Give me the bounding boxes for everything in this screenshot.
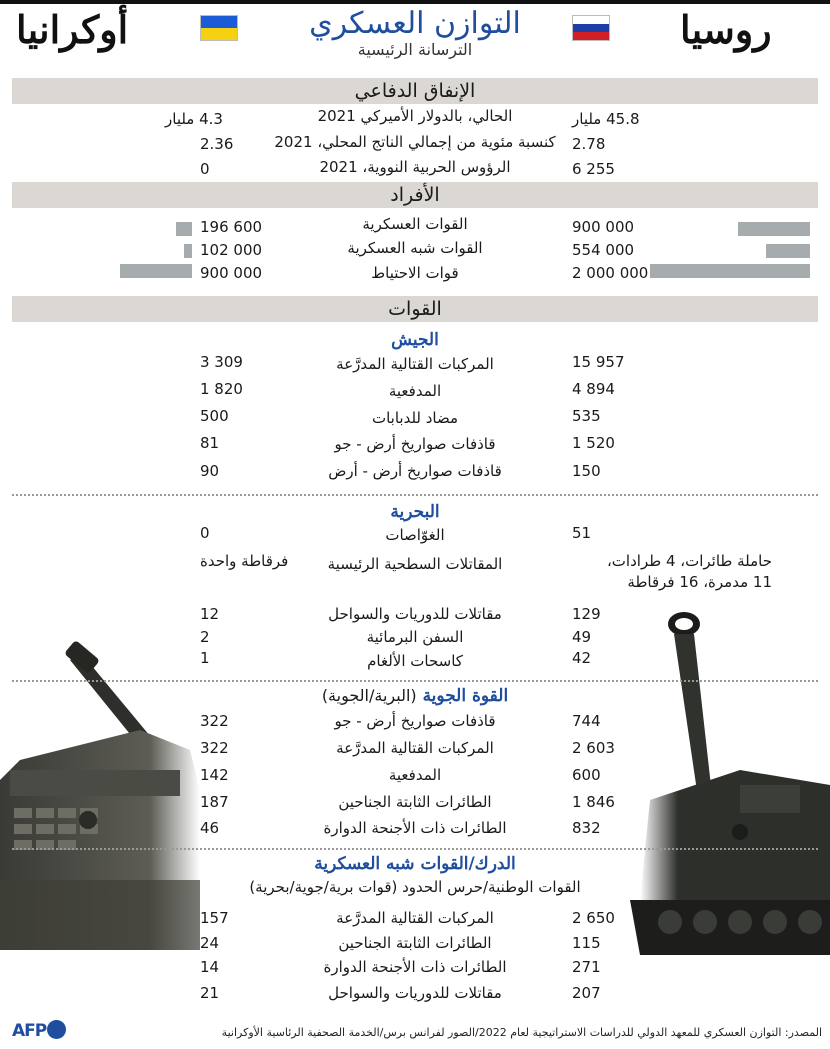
forces-heading: القوات (12, 296, 818, 322)
personnel-bar-russia-2 (650, 264, 810, 278)
para-row-2-ukraine: 14 (200, 958, 220, 976)
personnel-reserve-ukraine: 900 000 (200, 264, 263, 282)
russia-title: روسيا (680, 7, 772, 52)
afp-logo (12, 1020, 66, 1041)
army-row-2-ukraine: 500 (200, 407, 229, 425)
para-row-0-ukraine: 157 (200, 909, 229, 927)
personnel-bar-russia-0 (738, 222, 810, 236)
army-row-1-label: المدفعية (388, 382, 442, 400)
divider (12, 680, 818, 682)
personnel-reserve-russia: 2 000 000 (572, 264, 649, 282)
ukraine-title: أوكرانيا (16, 7, 129, 52)
spending-current-label: الحالي، بالدولار الأميركي 2021 (317, 107, 513, 125)
personnel-bar-ukraine-2 (120, 264, 192, 278)
air-row-2-ukraine: 142 (200, 766, 229, 784)
army-row-0-label: المركبات القتالية المدرَّعة (336, 355, 494, 373)
army-row-3-ukraine: 81 (200, 434, 220, 452)
afp-logo-text: AFP (12, 1021, 47, 1041)
navy-row-4-label: كاسحات الألغام (367, 652, 463, 670)
army-row-4-label: قاذفات صواريخ أرض - أرض (328, 462, 502, 480)
navy-row-3-label: السفن البرمائية (366, 628, 464, 646)
navy-row-1-label: المقاتلات السطحية الرئيسية (327, 555, 503, 573)
navy-row-0-ukraine: 0 (200, 524, 210, 542)
spending-gdp-russia: 2.78 (572, 135, 606, 153)
air-row-0-label: قاذفات صواريخ أرض - جو (334, 712, 496, 730)
spending-gdp-label: كنسبة مئوية من إجمالي الناتج المحلي، 2021 (274, 133, 556, 151)
army-row-0-russia: 15 957 (572, 353, 625, 371)
personnel-bar-ukraine-1 (184, 244, 192, 258)
army-row-2-label: مضاد للدبابات (371, 409, 459, 427)
navy-row-3-ukraine: 2 (200, 628, 210, 646)
navy-title: البحرية (390, 502, 440, 522)
air-title (265, 686, 565, 706)
divider (12, 494, 818, 496)
air-row-0-ukraine: 322 (200, 712, 229, 730)
para-row-1-russia: 115 (572, 934, 601, 952)
navy-row-3-russia: 49 (572, 628, 592, 646)
page-title: التوازن العسكري (309, 6, 521, 41)
air-title-main: القوة الجوية (422, 686, 509, 706)
top-rule (0, 0, 830, 4)
personnel-bar-ukraine-0 (176, 222, 192, 236)
ukraine-flag-icon (200, 15, 238, 41)
air-row-4-ukraine: 46 (200, 819, 220, 837)
personnel-paramilitary-label: القوات شبه العسكرية (347, 239, 483, 257)
spending-current-ukraine: 4.3 مليار (165, 110, 223, 128)
para-row-3-ukraine: 21 (200, 984, 220, 1002)
army-row-0-ukraine: 3 309 (200, 353, 243, 371)
army-row-3-russia: 1 520 (572, 434, 615, 452)
paramilitary-title: الدرك/القوات شبه العسكرية (314, 854, 516, 874)
air-row-1-russia: 2 603 (572, 739, 615, 757)
nuclear-ukraine: 0 (200, 160, 210, 178)
personnel-bar-russia-1 (766, 244, 810, 258)
army-row-4-russia: 150 (572, 462, 601, 480)
russia-tank-photo (620, 600, 830, 955)
personnel-military-ukraine: 196 600 (200, 218, 263, 236)
air-title-note: (البرية/الجوية) (321, 686, 417, 705)
ukraine-tank-photo (0, 640, 200, 950)
air-row-4-russia: 832 (572, 819, 601, 837)
air-row-2-russia: 600 (572, 766, 601, 784)
navy-row-2-russia: 129 (572, 605, 601, 623)
air-row-3-russia: 1 846 (572, 793, 615, 811)
para-row-1-label: الطائرات الثابتة الجناحين (338, 934, 492, 952)
navy-row-1-russia (572, 551, 772, 593)
air-row-2-label: المدفعية (388, 766, 442, 784)
para-row-2-russia: 271 (572, 958, 601, 976)
nuclear-label: الرؤوس الحربية النووية، 2021 (319, 158, 511, 176)
personnel-military-label: القوات العسكرية (362, 215, 468, 233)
para-row-3-russia: 207 (572, 984, 601, 1002)
army-row-1-russia: 4 894 (572, 380, 615, 398)
army-row-1-ukraine: 1 820 (200, 380, 243, 398)
navy-row-1-russia-line1: حاملة طائرات، 4 طرادات، (606, 552, 772, 570)
para-row-0-russia: 2 650 (572, 909, 615, 927)
personnel-paramilitary-russia: 554 000 (572, 241, 635, 259)
personnel-paramilitary-ukraine: 102 000 (200, 241, 263, 259)
air-row-1-label: المركبات القتالية المدرَّعة (336, 739, 494, 757)
spending-heading: الإنفاق الدفاعي (12, 78, 818, 104)
para-row-2-label: الطائرات ذات الأجنحة الدوارة (323, 958, 507, 976)
personnel-heading: الأفراد (12, 182, 818, 208)
navy-row-1-ukraine: فرقاطة واحدة (200, 552, 289, 570)
army-row-4-ukraine: 90 (200, 462, 220, 480)
navy-row-0-label: الغوّاصات (385, 526, 445, 544)
air-row-3-label: الطائرات الثابتة الجناحين (338, 793, 492, 811)
navy-row-2-label: مقاتلات للدوريات والسواحل (328, 605, 502, 623)
divider (12, 848, 818, 850)
air-row-3-ukraine: 187 (200, 793, 229, 811)
source-note: المصدر: التوازن العسكري للمعهد الدولي للدراسات الاستراتيجية لعام 2022/الصور لفرانس برس/الخدمة الصحفية الرئاسية الأوكرانية (221, 1026, 822, 1039)
air-row-1-ukraine: 322 (200, 739, 229, 757)
air-row-0-russia: 744 (572, 712, 601, 730)
air-row-4-label: الطائرات ذات الأجنحة الدوارة (323, 819, 507, 837)
army-row-3-label: قاذفات صواريخ أرض - جو (334, 435, 496, 453)
spending-gdp-ukraine: 2.36 (200, 135, 234, 153)
army-title: الجيش (391, 330, 439, 350)
navy-row-2-ukraine: 12 (200, 605, 220, 623)
afp-dot-icon (47, 1020, 66, 1039)
russia-flag-icon (572, 15, 610, 41)
personnel-military-russia: 900 000 (572, 218, 635, 236)
navy-row-0-russia: 51 (572, 524, 592, 542)
navy-row-4-ukraine: 1 (200, 649, 210, 667)
army-row-2-russia: 535 (572, 407, 601, 425)
paramilitary-subtitle: القوات الوطنية/حرس الحدود (قوات برية/جوية/بحرية) (249, 878, 581, 896)
page-subtitle: الترسانة الرئيسية (357, 40, 473, 59)
navy-row-4-russia: 42 (572, 649, 592, 667)
navy-row-1-russia-line2: 11 مدمرة، 16 فرقاطة (627, 573, 772, 591)
spending-current-russia: 45.8 مليار (572, 110, 640, 128)
para-row-0-label: المركبات القتالية المدرَّعة (336, 909, 494, 927)
personnel-reserve-label: قوات الاحتياط (371, 264, 459, 282)
para-row-3-label: مقاتلات للدوريات والسواحل (328, 984, 502, 1002)
para-row-1-ukraine: 24 (200, 934, 220, 952)
nuclear-russia: 6 255 (572, 160, 615, 178)
